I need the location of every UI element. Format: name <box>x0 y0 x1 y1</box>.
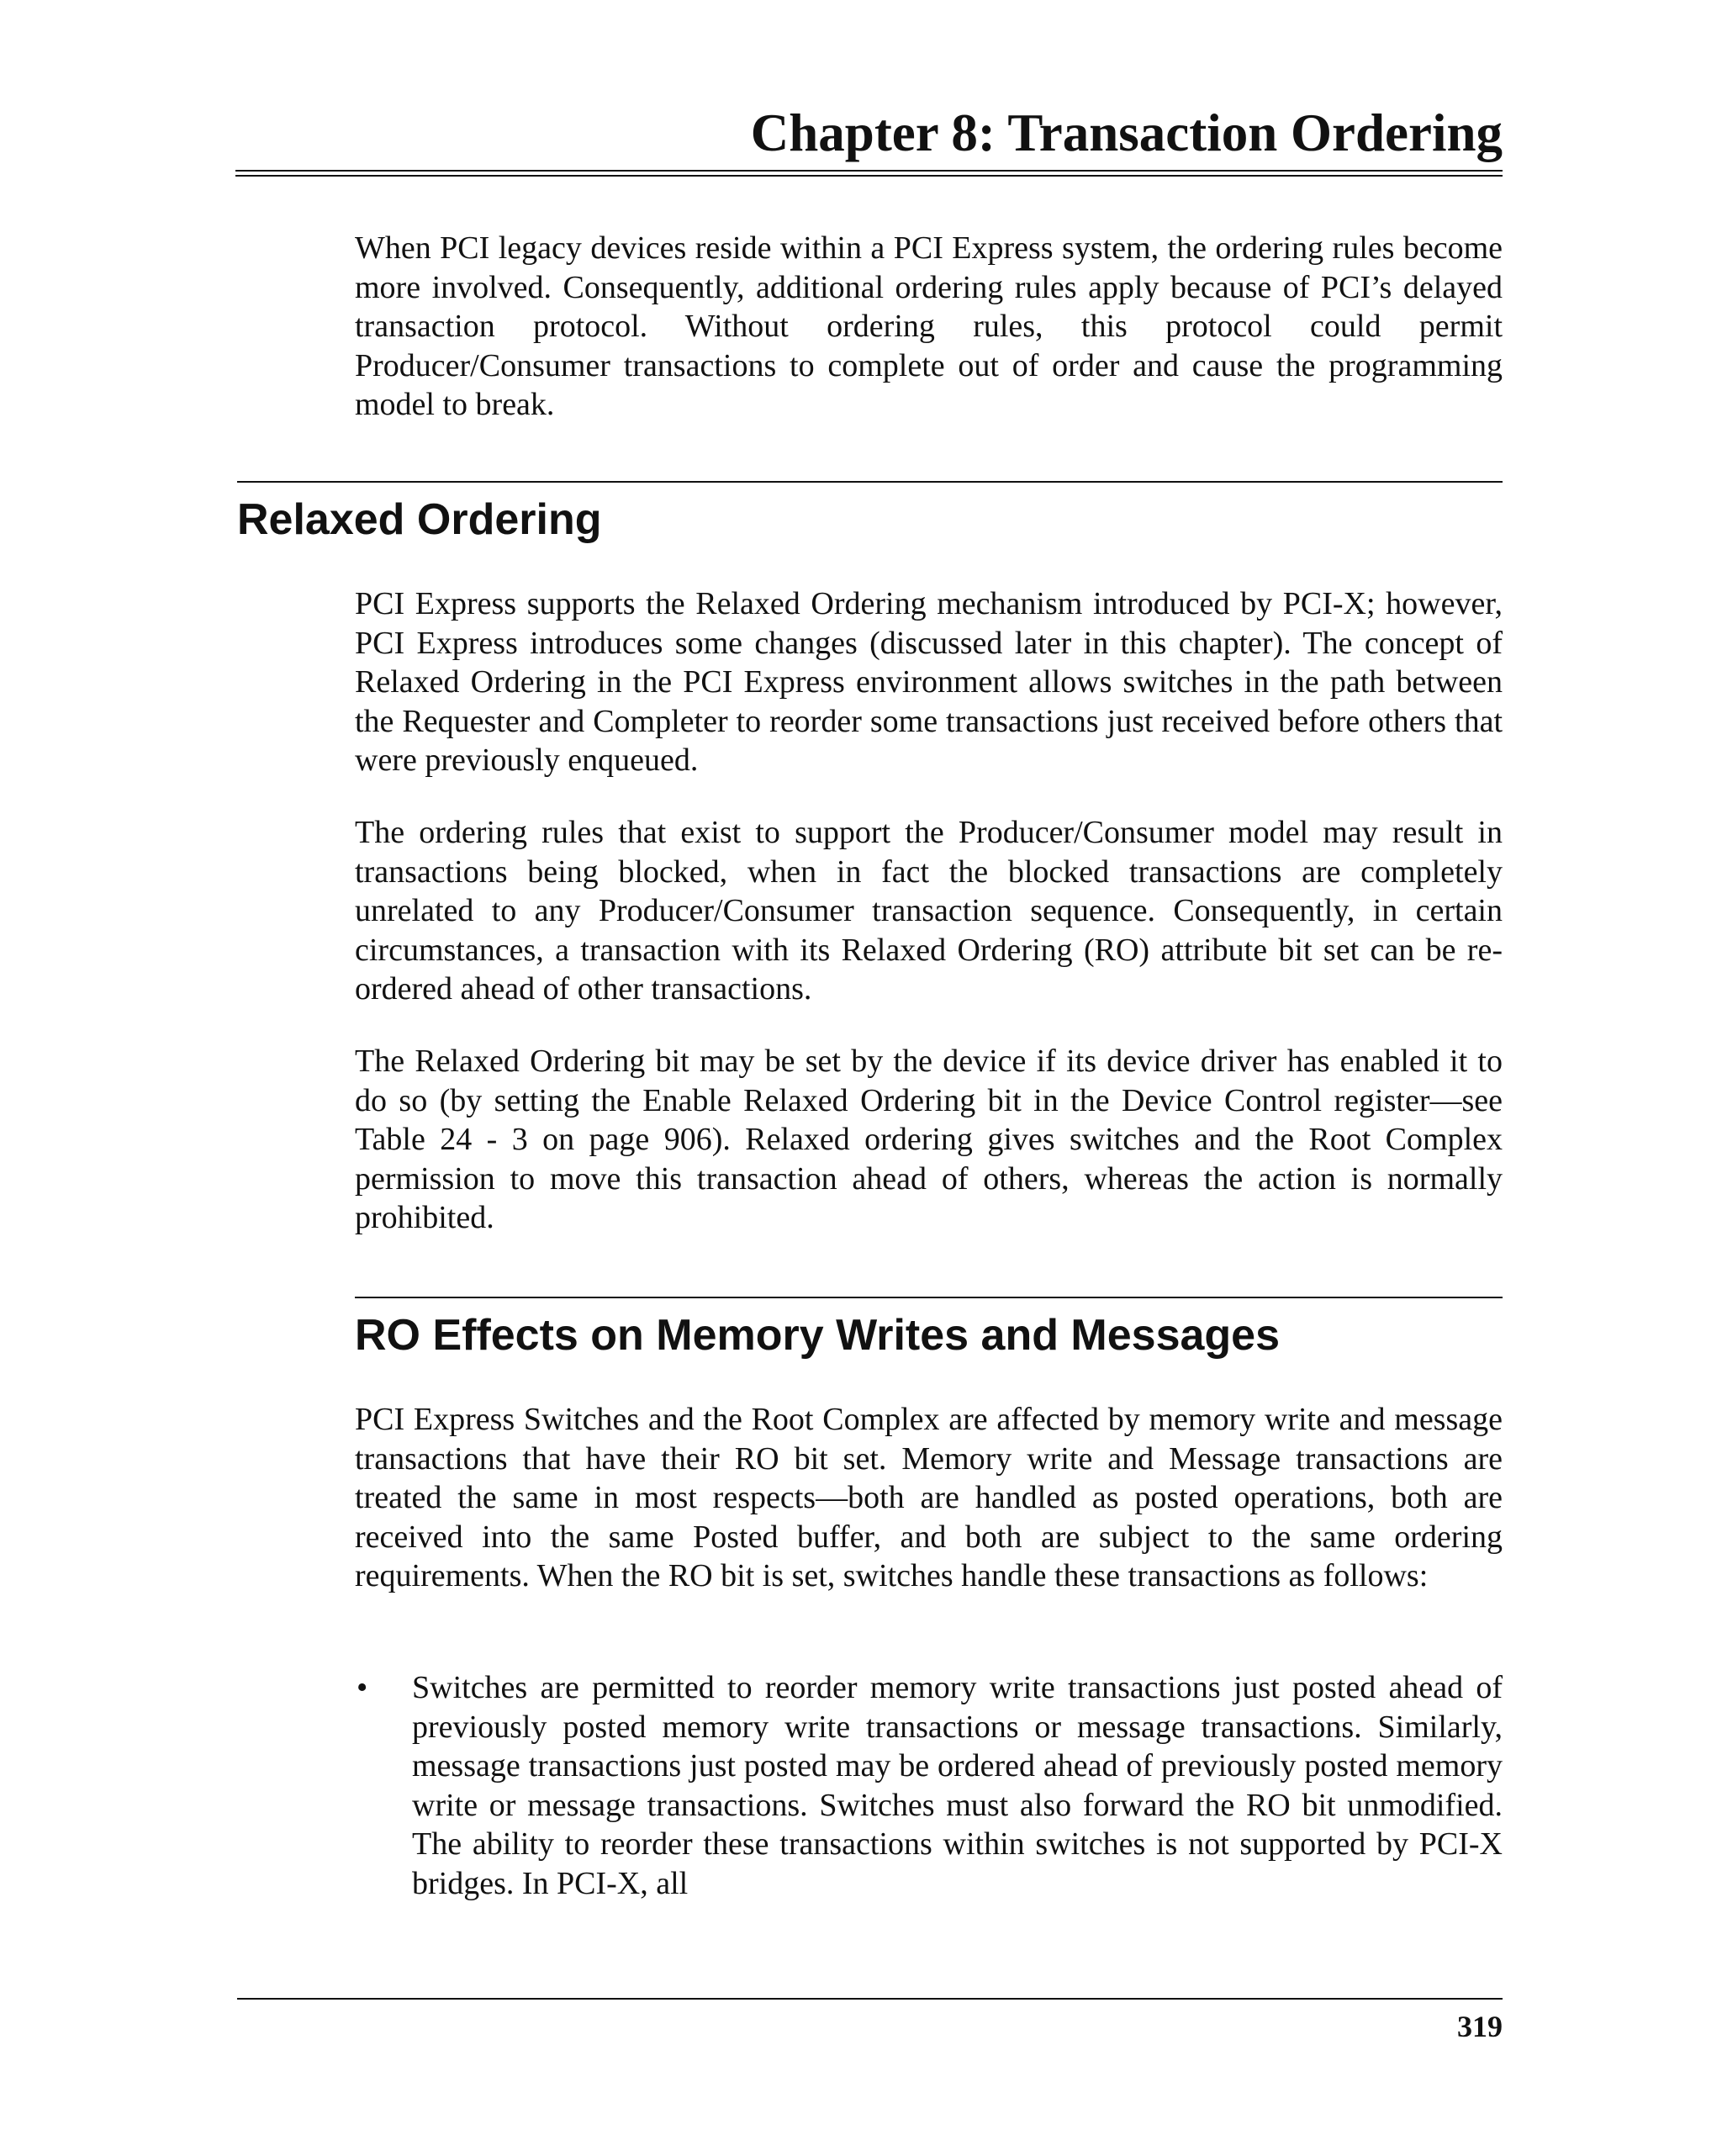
header-rule-bottom <box>235 175 1503 177</box>
page-number: 319 <box>1457 2010 1503 2043</box>
relaxed-ordering-paragraph-1: PCI Express supports the Relaxed Ordering mechanism introduced by PCI-X; however, PCI Express introduces some changes (discussed later in this chapter). The concept of Relaxed Ordering in the PCI Express environment allows switches in the path between the Requester and Completer to reorder some transactions just received before others that were previously enqueued. <box>355 586 1503 778</box>
relaxed-ordering-paragraph-2: The ordering rules that exist to support the Producer/Consumer model may result in transactions being blocked, when in fact the blocked transactions are completely unrelated to any Producer/Consumer transaction sequence. Consequently, in certain circumstances, a transaction with its Relaxed Ordering (RO) attribute bit set can be re-ordered ahead of other transactions. <box>355 815 1503 1007</box>
section-rule-ro-effects <box>355 1297 1503 1298</box>
ro-effects-paragraph: PCI Express Switches and the Root Complex are affected by memory write and message transactions that have their RO bit set. Memory write and Message transactions are treated the same in most respects—both are handled as posted operations, both are received into the same Posted buffer, and both are subject to the same ordering requirements. When the RO bit is set, switches handle these transactions as follows: <box>355 1402 1503 1593</box>
bullet-marker: • <box>357 1670 368 1705</box>
section-heading-ro-effects: RO Effects on Memory Writes and Messages <box>355 1311 1281 1360</box>
bullet-item-text: Switches are permitted to reorder memory write transactions just posted ahead of previously posted memory write transactions or message transactions. Similarly, message transactions just posted may be ordered ahead of previously posted memory write or message transactions. Switches must also forward the RO bit unmodified. The ability to reorder these transactions within switches is not supported by PCI-X bridges. In PCI-X, all <box>412 1670 1503 1901</box>
relaxed-ordering-paragraph-3: The Relaxed Ordering bit may be set by the device if its device driver has enabled it to do so (by setting the Enable Relaxed Ordering bit in the Device Control register—see Table 24 - 3 on page 906). Relaxed ordering gives switches and the Root Complex permission to move this transaction ahead of others, whereas the action is normally prohibited. <box>355 1044 1503 1235</box>
header-rule-top <box>235 170 1503 172</box>
footer-rule <box>237 1998 1503 2000</box>
intro-paragraph: When PCI legacy devices reside within a PCI Express system, the ordering rules become more involved. Consequently, additional ordering rules apply because of PCI’s delayed transaction protocol. Without ordering rules, this protocol could permit Producer/Consumer transactions to complete out of order and cause the programming model to break. <box>355 230 1503 422</box>
section-heading-relaxed-ordering: Relaxed Ordering <box>237 495 602 544</box>
chapter-title: Chapter 8: Transaction Ordering <box>750 103 1503 162</box>
section-rule-relaxed-ordering <box>237 481 1503 483</box>
